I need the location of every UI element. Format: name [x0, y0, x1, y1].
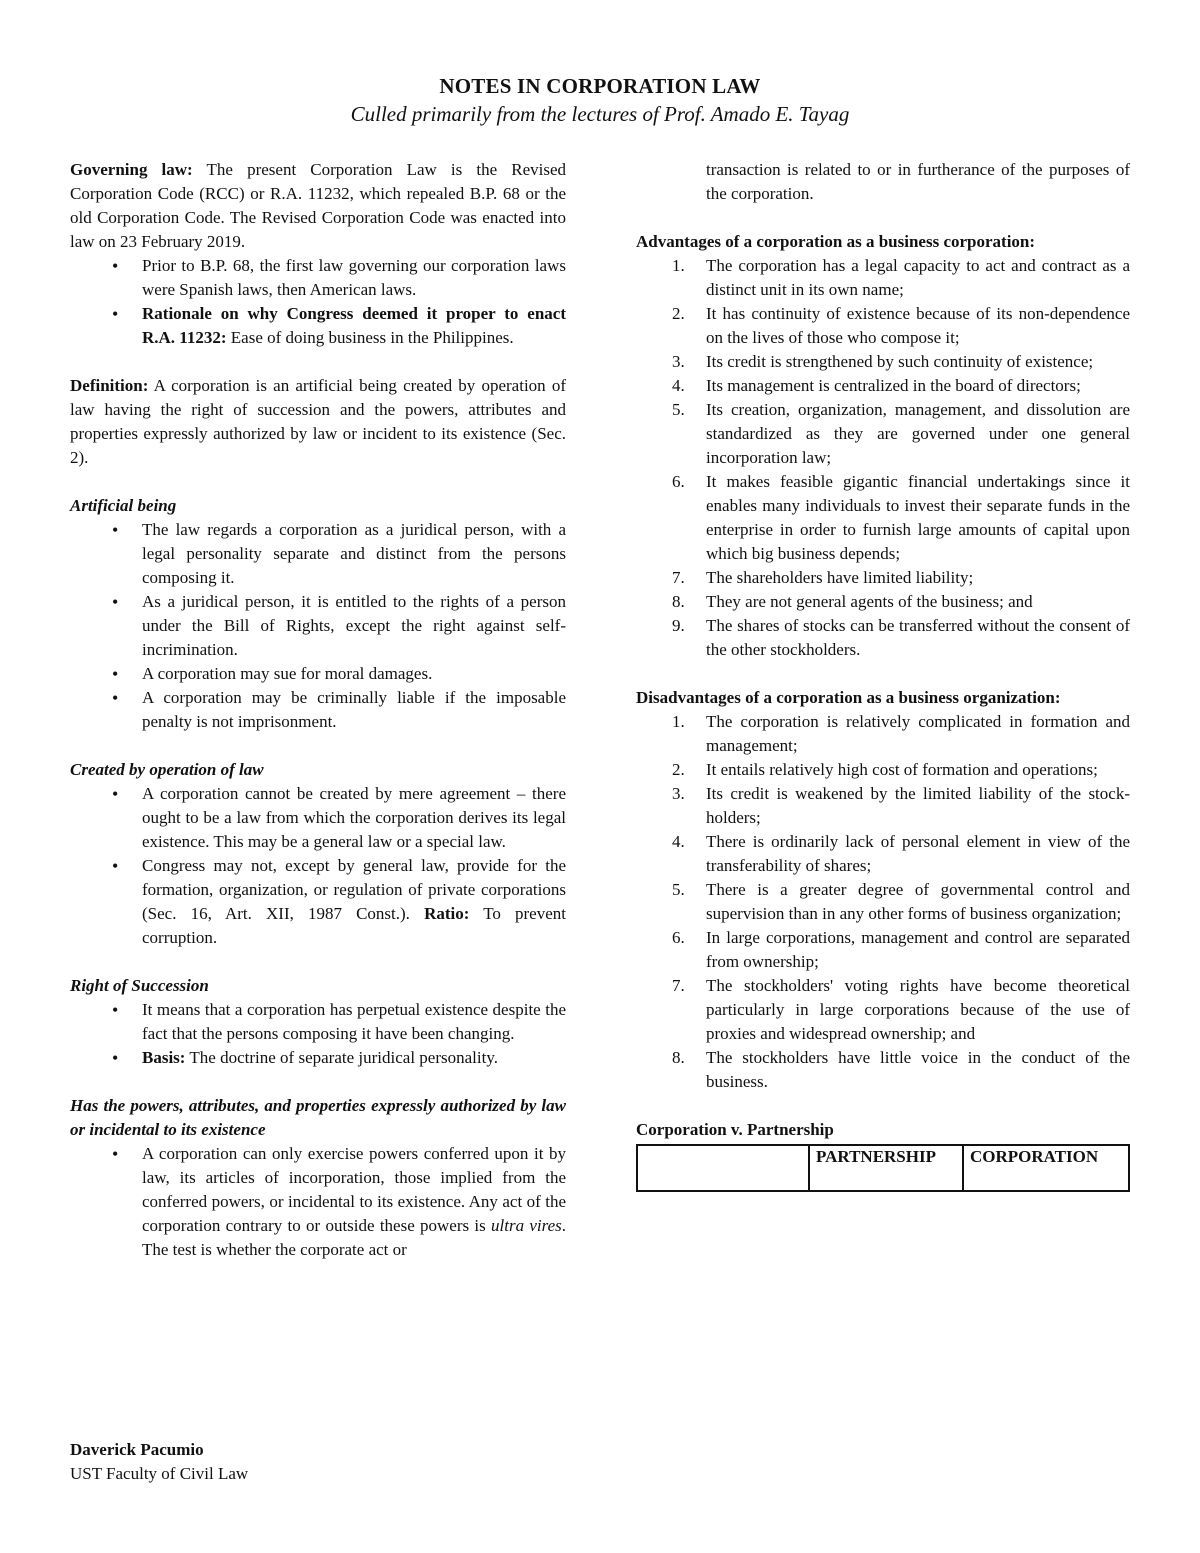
list-item-number: 4.: [672, 832, 685, 851]
list-item: [636, 374, 1130, 398]
rationale-text: Ease of doing business in the Philippines.: [230, 328, 514, 347]
list-item: [636, 1046, 1130, 1094]
list-item: [70, 1142, 566, 1262]
list-item: • A corporation may sue for moral damages.: [70, 662, 566, 686]
list-item-text: In large corporations, management and control are separated from ownership;: [706, 928, 1130, 971]
advantages-heading: Advantages of a corporation as a business corporation:: [636, 232, 1036, 251]
disadvantages-heading: Disadvantages of a corporation as a business organization:: [636, 688, 1061, 707]
list-item: [636, 878, 1130, 926]
governing-law-bullets: [70, 254, 566, 350]
list-item-text: . The test is whether the corporate act or: [142, 1216, 567, 1259]
list-item: [636, 614, 1130, 662]
list-item-text: They are not general agents of the business; and: [706, 592, 1033, 611]
school-name: UST Faculty of Civil Law: [70, 1464, 249, 1483]
comparison-heading: Corporation v. Partnership: [636, 1120, 834, 1139]
list-item: [70, 854, 566, 950]
list-item-text: It entails relatively high cost of formation and operations;: [706, 760, 1098, 779]
list-item: [70, 254, 566, 302]
basis-label: Basis:: [142, 1048, 186, 1067]
table-header-empty: [637, 1145, 809, 1191]
list-item: [636, 926, 1130, 974]
list-item-text: Prior to B.P. 68, the first law governing our corporation laws were Spanish laws, then American laws.: [142, 256, 566, 299]
list-item-number: 8.: [672, 1048, 685, 1067]
ratio-text: To prevent corruption.: [142, 904, 566, 947]
rationale-label: Rationale on why Congress deemed it proper to enact R.A. 11232:: [142, 304, 566, 347]
list-item-number: 2.: [672, 760, 685, 779]
right-of-succession-heading: Right of Succession: [70, 976, 209, 995]
artificial-being-heading: Artificial being: [70, 496, 177, 515]
list-item: [70, 302, 566, 350]
list-item-text: There is a greater degree of governmental control and supervision than in any other forms of business organization;: [706, 880, 1130, 923]
list-item: • It means that a corporation has perpetual existence despite the fact that the persons composing it have been changing.: [70, 998, 566, 1046]
list-item: [636, 302, 1130, 350]
list-item-text: Its credit is weakened by the limited liability of the stock- holders;: [706, 784, 1130, 827]
table-row: [637, 1145, 1129, 1191]
table-header-corporation: CORPORATION: [963, 1145, 1129, 1191]
right-of-succession-list: [70, 998, 566, 1070]
powers-heading: Has the powers, attributes, and properties expressly authorized by law or incidental to its existence: [70, 1096, 566, 1139]
list-item-number: 8.: [672, 592, 685, 611]
list-item: [636, 470, 1130, 566]
list-item-number: 9.: [672, 616, 685, 635]
page-footer: [70, 1438, 570, 1486]
table-header-partnership: PARTNERSHIP: [809, 1145, 963, 1191]
list-item-text: Its management is centralized in the board of directors;: [706, 376, 1081, 395]
list-item: [636, 254, 1130, 302]
right-column: [636, 158, 1130, 1192]
list-item-text: The corporation is relatively complicated in formation and management;: [706, 712, 1130, 755]
list-item-text: Its creation, organization, management, and dissolution are standardized as they are governed under one general incorporation law;: [706, 400, 1130, 467]
list-item-text: There is ordinarily lack of personal element in view of the transferability of shares;: [706, 832, 1130, 875]
list-item: [636, 590, 1130, 614]
list-item-number: 3.: [672, 352, 685, 371]
list-item-number: 6.: [672, 472, 685, 491]
list-item-number: 3.: [672, 784, 685, 803]
ultra-vires-term: ultra vires: [491, 1216, 562, 1235]
list-item-text: The stockholders' voting rights have become theoretical particularly in large corporations because of the use of proxies and widespread ownership; and: [706, 976, 1130, 1043]
list-item-text: Congress may not, except by general law, provide for the formation, organization, or regulation of private corporations (Sec. 16, Art. XII, 1987 Const.).: [142, 856, 566, 923]
list-item-number: 4.: [672, 376, 685, 395]
list-item: • A corporation may be criminally liable if the imposable penalty is not imprisonment.: [70, 686, 566, 734]
list-item: [636, 710, 1130, 758]
list-item-text: The stockholders have little voice in the conduct of the business.: [706, 1048, 1130, 1091]
list-item-number: 5.: [672, 880, 685, 899]
list-item: • The law regards a corporation as a juridical person, with a legal personality separate and distinct from the persons composing it.: [70, 518, 566, 590]
list-item-text: It has continuity of existence because of its non-dependence on the lives of those who compose it;: [706, 304, 1130, 347]
list-item-text: The shares of stocks can be transferred without the consent of the other stockholders.: [706, 616, 1130, 659]
list-item-text: A corporation can only exercise powers conferred upon it by law, its articles of incorporation, those implied from the conferred powers, or incidental to its existence. Any act of the corporation contrary to or outside these powers is: [142, 1144, 566, 1235]
list-item: • A corporation cannot be created by mere agreement – there ought to be a law from which the corporation derives its legal existence. This may be a general law or a special law.: [70, 782, 566, 854]
list-item: [70, 1046, 566, 1070]
list-item-number: 5.: [672, 400, 685, 419]
list-item-text: The corporation has a legal capacity to act and contract as a distinct unit in its own name;: [706, 256, 1130, 299]
continuation-text: transaction is related to or in furtherance of the purposes of the corporation.: [706, 160, 1130, 203]
list-item: [636, 830, 1130, 878]
definition-label: Definition:: [70, 376, 149, 395]
created-by-law-list: [70, 782, 566, 950]
author-name: Daverick Pacumio: [70, 1440, 204, 1459]
advantages-list: [636, 254, 1130, 662]
ratio-label: Ratio:: [424, 904, 470, 923]
document-header: [0, 72, 1200, 128]
document-subtitle: Culled primarily from the lectures of Prof. Amado E. Tayag: [350, 102, 850, 126]
disadvantages-list: [636, 710, 1130, 1094]
list-item: [636, 398, 1130, 470]
list-item-number: 7.: [672, 568, 685, 587]
list-item-number: 1.: [672, 256, 685, 275]
created-by-law-heading: Created by operation of law: [70, 760, 264, 779]
list-item-number: 7.: [672, 976, 685, 995]
document-title: NOTES IN CORPORATION LAW: [439, 74, 761, 98]
artificial-being-list: [70, 518, 566, 734]
list-item: [636, 974, 1130, 1046]
basis-text: The doctrine of separate juridical personality.: [189, 1048, 498, 1067]
list-item-number: 1.: [672, 712, 685, 731]
governing-law-label: Governing law:: [70, 160, 193, 179]
governing-law-text: The present Corporation Law is the Revised Corporation Code (RCC) or R.A. 11232, which repealed B.P. 68 or the old Corporation Code. The Revised Corporation Code was enacted into law on 23 February 2019.: [70, 160, 566, 251]
list-item: [636, 782, 1130, 830]
list-item-text: The shareholders have limited liability;: [706, 568, 974, 587]
definition-paragraph: [70, 374, 566, 470]
list-item: [636, 350, 1130, 374]
left-column: [70, 158, 566, 1262]
list-item-text: Its credit is strengthened by such continuity of existence;: [706, 352, 1094, 371]
list-item-number: 2.: [672, 304, 685, 323]
list-item-number: 6.: [672, 928, 685, 947]
list-item: [636, 758, 1130, 782]
list-item-text: It makes feasible gigantic financial undertakings since it enables many individuals to invest their separate funds in the enterprise in order to furnish large amounts of capital upon which big business depends;: [706, 472, 1130, 563]
definition-text: A corporation is an artificial being created by operation of law having the right of succession and the powers, attributes and properties expressly authorized by law or incident to its existence (Sec. 2).: [70, 376, 566, 467]
list-item: • As a juridical person, it is entitled to the rights of a person under the Bill of Rights, except the right against self-incrimination.: [70, 590, 566, 662]
list-item: [636, 566, 1130, 590]
comparison-table: [636, 1144, 1130, 1192]
powers-list: [70, 1142, 566, 1262]
governing-law-paragraph: [70, 158, 566, 254]
